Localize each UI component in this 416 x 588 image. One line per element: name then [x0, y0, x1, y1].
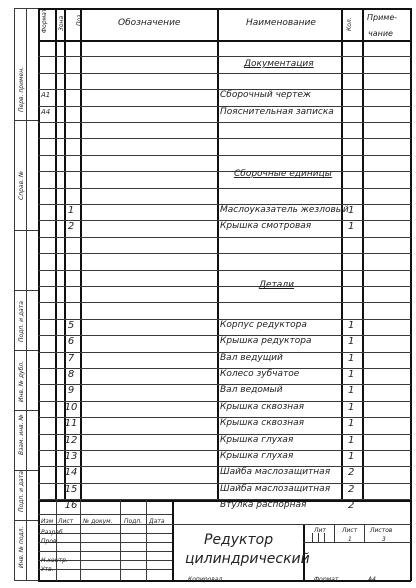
- row-name: Вал ведущий: [220, 352, 283, 363]
- stamp-list: Лист: [58, 518, 74, 525]
- row-name: Втулка распорная: [220, 500, 307, 511]
- titleblock-list-divider: [364, 524, 365, 542]
- stamp-prov: Пров.: [41, 538, 59, 545]
- row-position: 7: [67, 352, 75, 364]
- row-position: 13: [64, 451, 78, 462]
- side-strip-divider: [14, 120, 38, 121]
- side-label-inv-dubl: Инв. № дубл.: [18, 360, 25, 402]
- footer-format: Формат: [314, 576, 339, 583]
- row-name: Пояснительная записка: [220, 106, 334, 117]
- lit-cell: [318, 533, 319, 542]
- side-strip-divider: [14, 410, 38, 411]
- stamp-list-value: 1: [348, 536, 352, 543]
- row-name: Шайба маслозащитная: [220, 467, 331, 478]
- table-row-line: [38, 56, 411, 57]
- titleblock-row: [38, 514, 172, 515]
- row-name: Вал ведомый: [220, 385, 283, 396]
- row-qty: 1: [348, 205, 355, 216]
- header-bottom: [38, 40, 411, 42]
- frame-bottom: [38, 580, 411, 582]
- header-note: Приме-: [367, 13, 398, 22]
- table-column-line: [80, 8, 82, 500]
- row-position: 12: [64, 434, 78, 446]
- row-qty: 1: [348, 434, 355, 446]
- row-name: Сборочный чертеж: [220, 90, 312, 101]
- table-row-line: [38, 270, 411, 271]
- row-name: Крышка глухая: [220, 451, 294, 461]
- titleblock-divider: [172, 500, 174, 581]
- row-name: Маслоуказатель жезловый: [220, 205, 349, 215]
- header-qty: Кол.: [346, 17, 353, 31]
- row-qty: 1: [348, 352, 355, 364]
- row-name: Крышка сквозная: [220, 418, 305, 429]
- footer-format-value: А4: [368, 576, 376, 583]
- titleblock-lit-divider: [334, 524, 335, 542]
- row-name: Крышка глухая: [220, 434, 294, 445]
- table-row-line: [38, 138, 411, 139]
- stamp-razrab: Разраб.: [41, 529, 65, 536]
- side-label-sprav: Справ. №: [18, 170, 25, 200]
- row-position: 15: [64, 483, 78, 495]
- table-row-line: [38, 171, 411, 172]
- titleblock-info-top: [172, 524, 411, 525]
- table-column-line: [362, 8, 364, 500]
- lit-cell: [324, 533, 325, 542]
- row-position: 6: [67, 336, 75, 348]
- header-designation: Обозначение: [118, 18, 181, 28]
- row-position: 16: [64, 500, 78, 512]
- titleblock-info-line: [303, 542, 411, 543]
- row-qty: 1: [348, 451, 355, 462]
- table-column-line: [341, 8, 343, 500]
- stamp-data: Дата: [149, 518, 165, 525]
- side-strip-outer: [14, 8, 15, 581]
- side-strip-divider: [14, 520, 38, 521]
- stamp-listov-value: 3: [382, 536, 386, 543]
- row-position: 11: [64, 418, 78, 430]
- header-format: Формат: [41, 8, 48, 33]
- table-row-line: [38, 155, 411, 156]
- row-name: Шайба маслозащитная: [220, 483, 331, 494]
- table-row-line: [38, 286, 411, 287]
- side-strip-inner: [26, 8, 27, 581]
- table-row-line: [38, 122, 411, 123]
- side-strip-divider: [14, 230, 38, 231]
- stamp-izm: Изм: [41, 518, 54, 525]
- row-qty: 1: [348, 221, 355, 233]
- side-label-perv-primen: Перв. примен.: [18, 66, 25, 112]
- header-name: Наименование: [246, 18, 316, 28]
- side-label-inv-podl: Инв. № подл.: [18, 526, 25, 568]
- stamp-title-line-1: Редуктор: [204, 532, 274, 548]
- row-qty: 1: [348, 369, 355, 380]
- row-position: 8: [67, 369, 75, 380]
- row-position: 5: [67, 319, 75, 331]
- stamp-utv: Утв.: [41, 566, 54, 573]
- stamp-podp: Подп.: [124, 518, 143, 525]
- side-strip-top: [14, 8, 38, 9]
- stamp-title-line-2: цилиндрический: [185, 551, 310, 567]
- titleblock-row: [38, 569, 172, 570]
- header-zone: Зона: [58, 15, 65, 31]
- section-documentation: Документация: [244, 59, 314, 69]
- stamp-list-label: Лист: [342, 527, 358, 534]
- row-qty: 2: [348, 467, 355, 479]
- stamp-lit-label: Лит: [314, 527, 326, 534]
- frame-right: [410, 8, 412, 581]
- row-qty: 2: [348, 500, 355, 512]
- titleblock-row: [38, 551, 172, 552]
- table-row-line: [38, 237, 411, 238]
- row-qty: 1: [348, 319, 355, 331]
- stamp-listov-label: Листов: [370, 527, 393, 534]
- table-row-line: [38, 302, 411, 303]
- side-strip-divider: [14, 350, 38, 351]
- table-row-line: [38, 73, 411, 74]
- table-row-line: [38, 253, 411, 254]
- side-label-vzam-inv: Взам. инв. №: [18, 414, 25, 455]
- header-note-2: чание: [368, 29, 393, 38]
- table-row-line: [38, 188, 411, 189]
- side-strip-divider: [14, 290, 38, 291]
- section-details: Детали: [259, 280, 294, 290]
- side-label-podp-data-2: Подп. и дата: [18, 471, 25, 512]
- frame-left: [38, 8, 40, 581]
- row-format: А1: [41, 91, 51, 100]
- row-position: 1: [67, 205, 75, 216]
- side-label-podp-data-1: Подп. и дата: [18, 301, 25, 342]
- row-name: Крышка сквозная: [220, 401, 305, 412]
- stamp-ndokum: № докум.: [83, 518, 113, 525]
- row-qty: 2: [348, 483, 355, 495]
- table-column-line: [55, 8, 57, 500]
- row-position: 10: [64, 401, 78, 413]
- row-position: 2: [67, 221, 75, 233]
- row-name: Колесо зубчатое: [220, 369, 300, 379]
- frame-top: [38, 8, 411, 10]
- row-qty: 1: [348, 385, 355, 397]
- header-pos: Поз.: [76, 12, 83, 26]
- row-name: Крышка редуктора: [220, 336, 312, 347]
- row-name: Крышка смотровая: [220, 221, 312, 232]
- section-assemblies: Сборочные единицы: [234, 169, 332, 179]
- row-qty: 1: [348, 336, 355, 348]
- row-qty: 1: [348, 401, 355, 413]
- row-position: 14: [64, 467, 78, 479]
- table-column-line: [217, 8, 219, 500]
- row-qty: 1: [348, 418, 355, 430]
- side-strip-bottom: [14, 580, 38, 581]
- stamp-nkontr: Н.контр.: [41, 557, 68, 564]
- row-format: А4: [41, 107, 51, 116]
- footer-copied: Копировал: [188, 576, 223, 583]
- row-name: Корпус редуктора: [220, 319, 307, 330]
- lit-cell: [312, 533, 313, 542]
- row-position: 9: [67, 385, 75, 397]
